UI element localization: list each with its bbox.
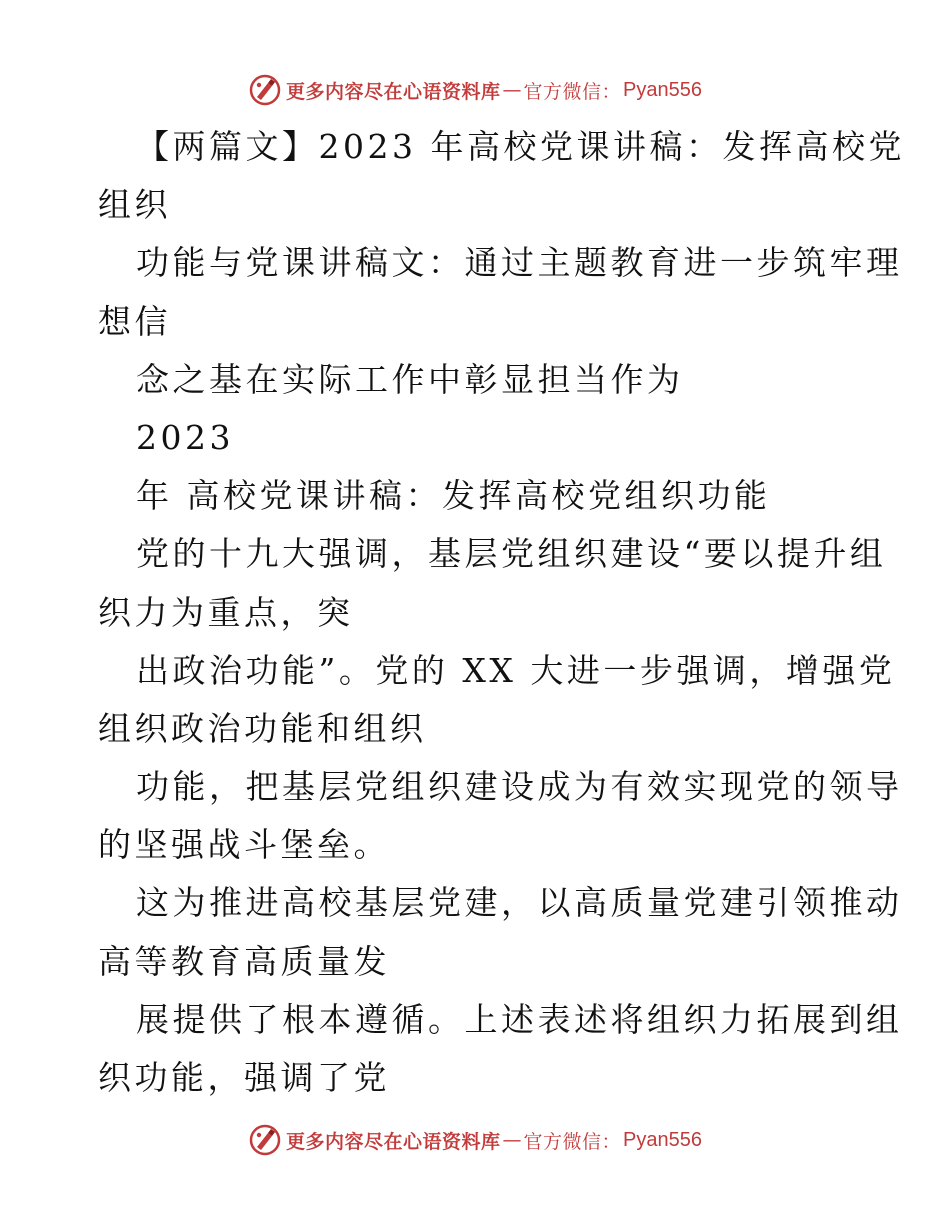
header-wechat-label: 官方微信： [523, 80, 622, 103]
doc-line: 的坚强战斗堡垒。 [98, 825, 390, 865]
doc-line: 党的十九大强调，基层党组织建设“要以提升组 [136, 534, 887, 574]
doc-line: 出政治功能”。党的 XX 大进一步强调，增强党 [136, 650, 896, 690]
logo-icon [248, 73, 282, 107]
doc-line: 功能与党课讲稿文：通过主题教育进一步筑牢理 [136, 243, 903, 283]
doc-line: 展提供了根本遵循。上述表述将组织力拓展到组 [136, 999, 903, 1039]
footer-dash: — [502, 1129, 522, 1151]
header-dash: — [502, 79, 522, 101]
header-banner [0, 70, 950, 110]
logo-icon [248, 1123, 282, 1157]
doc-line: 高等教育高质量发 [98, 941, 390, 981]
doc-line: 2023 [136, 417, 234, 457]
doc-line: 织功能，强调了党 [98, 1058, 390, 1097]
doc-line: 组织 [98, 185, 171, 225]
header-site-text: 更多内容尽在心语资料库 [286, 80, 501, 103]
doc-line: 这为推进高校基层党建，以高质量党建引领推动 [136, 883, 903, 923]
doc-line: 年 高校党课讲稿：发挥高校党组织功能 [136, 476, 771, 516]
document-body [98, 118, 905, 1107]
doc-line: 【两篇文】2023 年高校党课讲稿：发挥高校党 [136, 127, 905, 166]
doc-line: 念之基在实际工作中彰显担当作为 [136, 359, 684, 399]
doc-line: 想信 [98, 301, 171, 341]
footer-wechat-id: Pyan556 [623, 1128, 702, 1151]
footer-banner [0, 1120, 950, 1160]
doc-line: 组织政治功能和组织 [98, 708, 427, 748]
header-wechat-id: Pyan556 [623, 78, 702, 101]
doc-line: 织力为重点，突 [98, 592, 354, 632]
doc-line: 功能，把基层党组织建设成为有效实现党的领导 [136, 767, 903, 807]
footer-site-text: 更多内容尽在心语资料库 [286, 1130, 501, 1153]
footer-wechat-label: 官方微信： [523, 1130, 622, 1153]
